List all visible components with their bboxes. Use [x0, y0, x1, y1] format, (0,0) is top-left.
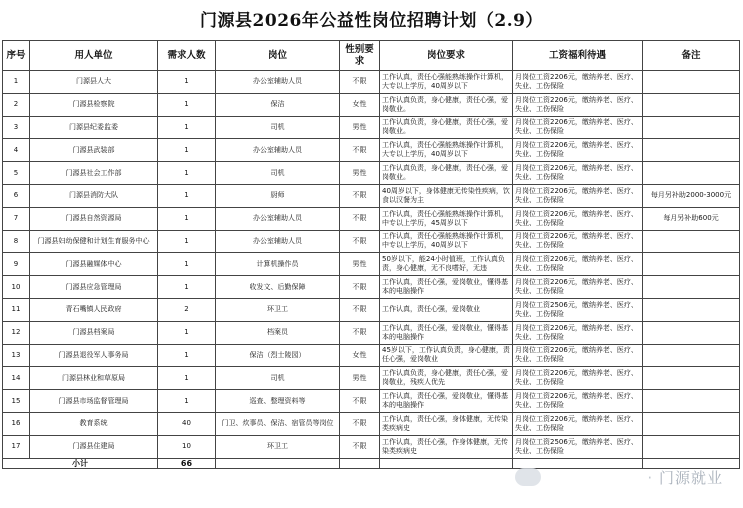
- cell-count: 40: [158, 412, 216, 435]
- cell-count: 1: [158, 71, 216, 94]
- cell-note: [643, 253, 740, 276]
- cell-gender: 男性: [340, 162, 380, 185]
- cell-requirement: 工作认真，责任心强，爱岗敬业，懂得基本的电脑操作: [380, 321, 513, 344]
- table-row: [3, 230, 740, 253]
- cell-requirement: 工作认真，责任心强，爱岗敬业，懂得基本的电脑操作: [380, 390, 513, 413]
- cell-no: 2: [3, 93, 30, 116]
- cell-unit: 门源县市场监督管理局: [30, 390, 158, 413]
- watermark-logo-icon: [515, 468, 541, 486]
- cell-requirement: 工作认真，责任心强能熟练操作计算机，大专以上学历，40周岁以下: [380, 139, 513, 162]
- cell-gender: 不限: [340, 139, 380, 162]
- cell-requirement: 工作认真负责，身心健康，责任心强，爱岗敬业。: [380, 93, 513, 116]
- cell-note: [643, 390, 740, 413]
- header-pay: 工资福利待遇: [513, 41, 643, 71]
- cell-requirement: 50岁以下，能24小时值班，工作认真负责，身心健康，无不良嗜好，无违: [380, 253, 513, 276]
- cell-no: 11: [3, 298, 30, 321]
- cell-note: [643, 298, 740, 321]
- cell-gender: 不限: [340, 298, 380, 321]
- cell-gender: 男性: [340, 253, 380, 276]
- cell-count: 1: [158, 139, 216, 162]
- cell-pay: 月岗位工资2206元，缴纳养老、医疗、失业、工伤保险: [513, 412, 643, 435]
- cell-unit: 门源县档案局: [30, 321, 158, 344]
- cell-note: [643, 71, 740, 94]
- total-empty-cell: [216, 458, 340, 468]
- cell-no: 1: [3, 71, 30, 94]
- cell-unit: 门源县退役军人事务局: [30, 344, 158, 367]
- cell-unit: 门源县消防大队: [30, 184, 158, 207]
- table-row: [3, 184, 740, 207]
- header-requirement: 岗位要求: [380, 41, 513, 71]
- total-count: 66: [158, 458, 216, 468]
- cell-post: 环卫工: [216, 435, 340, 458]
- cell-post: 环卫工: [216, 298, 340, 321]
- table-row: [3, 344, 740, 367]
- cell-gender: 不限: [340, 390, 380, 413]
- cell-requirement: 工作认真，责任心强，作身体健康，无传染类疾病史: [380, 435, 513, 458]
- cell-count: 2: [158, 298, 216, 321]
- cell-requirement: 45岁以下，工作认真负责，身心健康，责任心强，爱岗敬业: [380, 344, 513, 367]
- cell-no: 15: [3, 390, 30, 413]
- cell-gender: 女性: [340, 344, 380, 367]
- cell-note: [643, 344, 740, 367]
- table-row: [3, 139, 740, 162]
- table-row: [3, 207, 740, 230]
- cell-pay: 月岗位工资2206元，缴纳养老、医疗、失业、工伤保险: [513, 276, 643, 299]
- header-note: 备注: [643, 41, 740, 71]
- cell-no: 8: [3, 230, 30, 253]
- header-gender: 性别要求: [340, 41, 380, 71]
- total-empty-cell: [340, 458, 380, 468]
- cell-requirement: 工作认真负责，身心健康，责任心强，爱岗敬业，残疾人优先: [380, 367, 513, 390]
- header-count: 需求人数: [158, 41, 216, 71]
- cell-gender: 不限: [340, 435, 380, 458]
- cell-gender: 不限: [340, 321, 380, 344]
- cell-pay: 月岗位工资2506元，缴纳养老、医疗、失业、工伤保险: [513, 298, 643, 321]
- cell-note: [643, 230, 740, 253]
- table-row: [3, 412, 740, 435]
- watermark-text: 门源就业: [658, 469, 723, 487]
- cell-unit: 门源县妇幼保健和计划生育服务中心: [30, 230, 158, 253]
- cell-pay: 月岗位工资2206元，缴纳养老、医疗、失业、工伤保险: [513, 367, 643, 390]
- cell-unit: 门源县人大: [30, 71, 158, 94]
- total-label: 小计: [3, 458, 158, 468]
- cell-count: 1: [158, 162, 216, 185]
- cell-post: 办公室辅助人员: [216, 207, 340, 230]
- cell-post: 保洁: [216, 93, 340, 116]
- cell-count: 1: [158, 276, 216, 299]
- cell-gender: 不限: [340, 71, 380, 94]
- header-post: 岗位: [216, 41, 340, 71]
- cell-count: 1: [158, 390, 216, 413]
- cell-requirement: 工作认真，责任心强能熟练操作计算机，中专以上学历，45周岁以下: [380, 207, 513, 230]
- cell-gender: 男性: [340, 116, 380, 139]
- cell-pay: 月岗位工资2206元，缴纳养老、医疗、失业、工伤保险: [513, 71, 643, 94]
- cell-pay: 月岗位工资2206元，缴纳养老、医疗、失业、工伤保险: [513, 207, 643, 230]
- watermark-dot: ·: [647, 469, 654, 487]
- cell-post: 收发文、后勤保障: [216, 276, 340, 299]
- cell-count: 1: [158, 367, 216, 390]
- cell-post: 保洁（烈士陵园）: [216, 344, 340, 367]
- cell-gender: 不限: [340, 412, 380, 435]
- cell-requirement: 工作认真，责任心强，爱岗敬业: [380, 298, 513, 321]
- cell-requirement: 40周岁以下，身体健康无传染性疾病，饮食以汉餐为主: [380, 184, 513, 207]
- table-row: [3, 390, 740, 413]
- table-row: [3, 367, 740, 390]
- cell-post: 办公室辅助人员: [216, 71, 340, 94]
- cell-post: 办公室辅助人员: [216, 230, 340, 253]
- cell-unit: 教育系统: [30, 412, 158, 435]
- cell-pay: 月岗位工资2206元，缴纳养老、医疗、失业、工伤保险: [513, 116, 643, 139]
- cell-note: [643, 321, 740, 344]
- cell-post: 司机: [216, 162, 340, 185]
- cell-gender: 男性: [340, 367, 380, 390]
- cell-gender: 不限: [340, 276, 380, 299]
- cell-unit: 门源县住建局: [30, 435, 158, 458]
- cell-post: 厨师: [216, 184, 340, 207]
- cell-unit: 门源县融媒体中心: [30, 253, 158, 276]
- cell-pay: 月岗位工资2206元，缴纳养老、医疗、失业、工伤保险: [513, 253, 643, 276]
- cell-no: 10: [3, 276, 30, 299]
- cell-pay: 月岗位工资2206元，缴纳养老、医疗、失业、工伤保险: [513, 230, 643, 253]
- cell-count: 1: [158, 116, 216, 139]
- cell-pay: 月岗位工资2206元，缴纳养老、医疗、失业、工伤保险: [513, 93, 643, 116]
- cell-post: 计算机操作员: [216, 253, 340, 276]
- cell-no: 13: [3, 344, 30, 367]
- cell-unit: 门源县社会工作部: [30, 162, 158, 185]
- table-row: [3, 162, 740, 185]
- cell-count: 1: [158, 184, 216, 207]
- table-row: [3, 253, 740, 276]
- cell-gender: 女性: [340, 93, 380, 116]
- total-empty-cell: [380, 458, 513, 468]
- cell-unit: 门源县纪委监委: [30, 116, 158, 139]
- header-unit: 用人单位: [30, 41, 158, 71]
- cell-unit: 青石嘴镇人民政府: [30, 298, 158, 321]
- cell-requirement: 工作认真负责，身心健康，责任心强，爱岗敬业。: [380, 162, 513, 185]
- cell-note: [643, 367, 740, 390]
- cell-no: 17: [3, 435, 30, 458]
- cell-count: 10: [158, 435, 216, 458]
- cell-pay: 月岗位工资2206元，缴纳养老、医疗、失业、工伤保险: [513, 184, 643, 207]
- header-no: 序号: [3, 41, 30, 71]
- cell-requirement: 工作认真，责任心强能熟练操作计算机，中专以上学历，40周岁以下: [380, 230, 513, 253]
- cell-count: 1: [158, 321, 216, 344]
- table-row: [3, 116, 740, 139]
- cell-post: 档案员: [216, 321, 340, 344]
- cell-note: 每月另补助2000-3000元: [643, 184, 740, 207]
- cell-gender: 不限: [340, 207, 380, 230]
- cell-no: 3: [3, 116, 30, 139]
- cell-note: [643, 139, 740, 162]
- watermark: [647, 467, 723, 488]
- total-empty-cell: [513, 458, 643, 468]
- cell-note: [643, 435, 740, 458]
- cell-no: 16: [3, 412, 30, 435]
- cell-no: 6: [3, 184, 30, 207]
- cell-no: 4: [3, 139, 30, 162]
- cell-unit: 门源县林业和草原局: [30, 367, 158, 390]
- cell-count: 1: [158, 93, 216, 116]
- cell-requirement: 工作认真，责任心强能熟练操作计算机，大专以上学历，40周岁以下: [380, 71, 513, 94]
- cell-note: [643, 412, 740, 435]
- table-row: [3, 435, 740, 458]
- total-row: [3, 458, 740, 468]
- cell-requirement: 工作认真，责任心强，身体健康，无传染类疾病史: [380, 412, 513, 435]
- cell-unit: 门源县应急管理局: [30, 276, 158, 299]
- cell-no: 5: [3, 162, 30, 185]
- cell-gender: 不限: [340, 230, 380, 253]
- cell-no: 14: [3, 367, 30, 390]
- table-row: [3, 321, 740, 344]
- cell-note: [643, 162, 740, 185]
- cell-count: 1: [158, 230, 216, 253]
- cell-note: [643, 93, 740, 116]
- cell-no: 12: [3, 321, 30, 344]
- page-title: 门源县2026年公益性岗位招聘计划（2.9）: [200, 11, 543, 31]
- table-row: [3, 71, 740, 94]
- cell-count: 1: [158, 344, 216, 367]
- cell-pay: 月岗位工资2506元，缴纳养老、医疗、失业、工伤保险: [513, 435, 643, 458]
- cell-note: [643, 276, 740, 299]
- cell-unit: 门源县自然资源局: [30, 207, 158, 230]
- cell-post: 办公室辅助人员: [216, 139, 340, 162]
- cell-note: [643, 116, 740, 139]
- cell-count: 1: [158, 207, 216, 230]
- table-row: [3, 93, 740, 116]
- cell-pay: 月岗位工资2206元，缴纳养老、医疗、失业、工伤保险: [513, 321, 643, 344]
- cell-note: 每月另补助600元: [643, 207, 740, 230]
- cell-unit: 门源县检察院: [30, 93, 158, 116]
- cell-post: 司机: [216, 116, 340, 139]
- cell-requirement: 工作认真负责，身心健康，责任心强，爱岗敬业。: [380, 116, 513, 139]
- cell-post: 门卫、炊事员、保洁、宿管员等岗位: [216, 412, 340, 435]
- cell-no: 7: [3, 207, 30, 230]
- cell-pay: 月岗位工资2206元，缴纳养老、医疗、失业、工伤保险: [513, 162, 643, 185]
- cell-count: 1: [158, 253, 216, 276]
- cell-unit: 门源县武装部: [30, 139, 158, 162]
- cell-pay: 月岗位工资2206元，缴纳养老、医疗、失业、工伤保险: [513, 390, 643, 413]
- cell-gender: 不限: [340, 184, 380, 207]
- table-row: [3, 276, 740, 299]
- cell-no: 9: [3, 253, 30, 276]
- cell-post: 司机: [216, 367, 340, 390]
- table-header-row: [3, 41, 740, 71]
- cell-pay: 月岗位工资2206元，缴纳养老、医疗、失业、工伤保险: [513, 344, 643, 367]
- table-row: [3, 298, 740, 321]
- cell-post: 巡查、整理资料等: [216, 390, 340, 413]
- cell-pay: 月岗位工资2206元，缴纳养老、医疗、失业、工伤保险: [513, 139, 643, 162]
- cell-requirement: 工作认真，责任心强，爱岗敬业，懂得基本的电脑操作: [380, 276, 513, 299]
- recruitment-table: [2, 40, 740, 469]
